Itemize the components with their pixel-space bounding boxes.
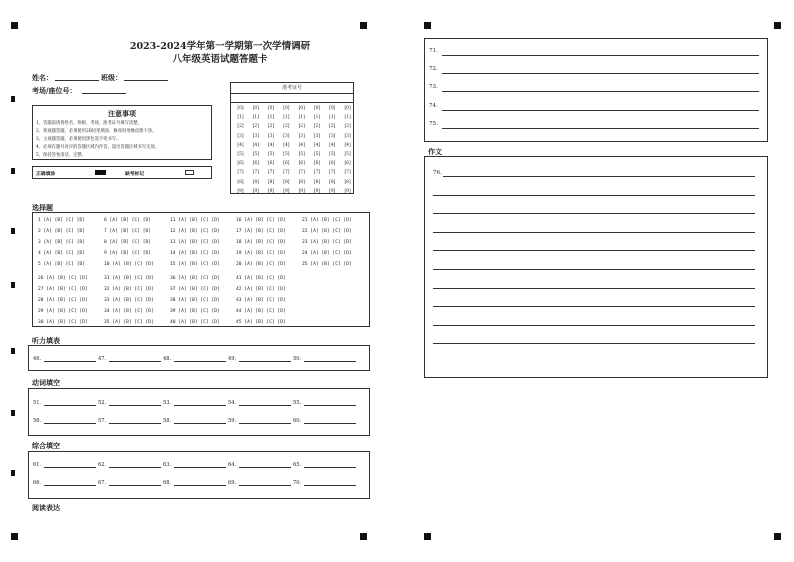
- admission-digit-bubble[interactable]: [0]: [283, 106, 290, 111]
- writing-line[interactable]: [433, 306, 755, 307]
- choice-question[interactable]: 33 [A] [B] [C] [D]: [104, 298, 154, 303]
- admission-digit-bubble[interactable]: [1]: [237, 115, 244, 121]
- choice-question[interactable]: 25 [A] [B] [C] [D]: [302, 262, 352, 267]
- writing-line[interactable]: [443, 176, 755, 177]
- admission-digit-column: [265, 104, 278, 196]
- admission-digit-bubble[interactable]: [7]: [267, 170, 275, 176]
- blank-number: 50.: [293, 356, 302, 362]
- blank-number: 58.: [163, 418, 172, 424]
- admission-digit-bubble[interactable]: [7]: [283, 170, 290, 176]
- choice-question[interactable]: 3 [A] [B] [C] [D]: [38, 240, 86, 245]
- admission-digit-bubble[interactable]: [7]: [298, 170, 305, 176]
- registration-mark: [424, 533, 431, 540]
- reading-answer-line[interactable]: [442, 73, 759, 74]
- admission-digit-bubble[interactable]: [1]: [267, 115, 275, 121]
- admission-digit-bubble[interactable]: [2]: [237, 124, 244, 130]
- admission-digit-bubble[interactable]: [5]: [298, 151, 305, 157]
- comprehensive-box: [28, 451, 370, 499]
- fill-blank[interactable]: [293, 480, 356, 486]
- admission-digit-bubble[interactable]: [5]: [283, 151, 290, 157]
- blank-line[interactable]: [109, 356, 161, 362]
- timing-mark: [11, 470, 15, 476]
- blank-line[interactable]: [174, 480, 226, 486]
- choice-question[interactable]: 27 [A] [B] [C] [D]: [38, 287, 88, 292]
- blank-number: 47.: [98, 356, 107, 362]
- choice-question[interactable]: 39 [A] [B] [C] [D]: [170, 309, 220, 314]
- choice-question[interactable]: 14 [A] [B] [C] [D]: [170, 251, 220, 256]
- writing-line[interactable]: [433, 232, 755, 233]
- section-title-writing: 作文: [428, 147, 442, 156]
- admission-digit-bubble[interactable]: [1]: [298, 115, 305, 121]
- admission-digit-bubble[interactable]: [9]: [344, 188, 351, 194]
- admission-digit-bubble[interactable]: [7]: [313, 170, 321, 176]
- choice-question[interactable]: 9 [A] [B] [C] [D]: [104, 251, 152, 256]
- reading-answer-line[interactable]: [442, 91, 759, 92]
- blank-number: 57.: [98, 418, 107, 424]
- admission-digit-bubble[interactable]: [0]: [344, 106, 351, 111]
- notes-box: [32, 105, 212, 160]
- fill-blank[interactable]: [293, 400, 356, 406]
- fill-blank[interactable]: [33, 480, 96, 486]
- admission-digit-bubble[interactable]: [8]: [329, 179, 336, 185]
- blank-number: 53.: [163, 400, 172, 406]
- writing-line[interactable]: [433, 269, 755, 270]
- choice-question[interactable]: 40 [A] [B] [C] [D]: [170, 320, 220, 325]
- admission-digit-bubble[interactable]: [9]: [283, 188, 290, 194]
- section-title-comprehensive: 综合填空: [32, 441, 60, 450]
- admission-digit-bubble[interactable]: [0]: [313, 106, 321, 111]
- admission-digit-column: [311, 104, 324, 196]
- admission-digit-column: [234, 104, 247, 196]
- choice-question[interactable]: 20 [A] [B] [C] [D]: [236, 262, 286, 267]
- registration-mark: [11, 22, 18, 29]
- fill-blank[interactable]: [163, 418, 226, 424]
- fill-blank[interactable]: [33, 418, 96, 424]
- reading-number: 73.: [429, 84, 438, 91]
- writing-number: 76.: [433, 170, 442, 176]
- admission-digit-bubble[interactable]: [2]: [329, 124, 336, 130]
- admission-digit-bubble[interactable]: [9]: [329, 188, 336, 194]
- admission-digit-bubble[interactable]: [0]: [298, 106, 305, 111]
- blank-number: 61.: [33, 462, 42, 468]
- reading-answer-line[interactable]: [442, 110, 759, 111]
- seat-label: 考场/座位号：: [32, 86, 77, 95]
- blank-line[interactable]: [239, 356, 291, 362]
- registration-mark: [774, 533, 781, 540]
- blank-line[interactable]: [44, 462, 96, 468]
- choice-question[interactable]: 1 [A] [B] [C] [D]: [38, 218, 86, 223]
- writing-line[interactable]: [433, 195, 755, 196]
- admission-digit-bubble[interactable]: [2]: [298, 124, 305, 130]
- blank-number: 46.: [33, 356, 42, 362]
- notes-title: 注意事项: [108, 109, 136, 118]
- blank-number: 55.: [293, 400, 302, 406]
- absent-mark-box[interactable]: [185, 170, 194, 175]
- fill-blank[interactable]: [98, 400, 161, 406]
- admission-digit-bubble[interactable]: [5]: [313, 151, 321, 157]
- section-title-choice: 选择题: [32, 203, 53, 212]
- timing-mark: [11, 410, 15, 416]
- admission-digit-bubble[interactable]: [1]: [313, 115, 321, 121]
- page-title: 2023-2024学年第一学期第一次学情调研: [129, 41, 311, 52]
- writing-line[interactable]: [433, 288, 755, 289]
- choice-question[interactable]: 32 [A] [B] [C] [D]: [104, 287, 154, 292]
- blank-line[interactable]: [44, 400, 96, 406]
- blank-number: 67.: [98, 480, 107, 486]
- choice-question[interactable]: 7 [A] [B] [C] [D]: [104, 229, 152, 234]
- choice-question[interactable]: 43 [A] [B] [C] [D]: [236, 298, 286, 303]
- admission-digit-bubble[interactable]: [7]: [252, 170, 259, 176]
- reading-number: 75.: [429, 120, 438, 127]
- blank-line[interactable]: [109, 418, 161, 424]
- admission-digit-bubble[interactable]: [9]: [237, 188, 244, 194]
- registration-mark: [11, 533, 18, 540]
- blank-line[interactable]: [239, 400, 291, 406]
- choice-question[interactable]: 2 [A] [B] [C] [D]: [38, 229, 86, 234]
- blank-line[interactable]: [174, 356, 226, 362]
- blank-line[interactable]: [304, 418, 356, 424]
- admission-digit-bubble[interactable]: [6]: [329, 161, 336, 167]
- blank-line[interactable]: [304, 356, 356, 362]
- admission-digit-bubble[interactable]: [1]: [283, 115, 290, 121]
- admission-digit-bubble[interactable]: [5]: [237, 151, 244, 157]
- class-label: 班级：: [101, 73, 122, 82]
- admission-digit-bubble[interactable]: [2]: [344, 124, 351, 130]
- admission-digit-bubble[interactable]: [4]: [329, 142, 336, 148]
- marks-legend: [32, 166, 212, 179]
- fill-blank[interactable]: [98, 418, 161, 424]
- blank-number: 49.: [228, 356, 237, 362]
- writing-line[interactable]: [433, 250, 755, 251]
- registration-mark: [424, 22, 431, 29]
- fill-blank[interactable]: [33, 400, 96, 406]
- admission-digit-bubble[interactable]: [4]: [237, 142, 244, 148]
- admission-digit-column: [341, 104, 354, 196]
- fill-blank[interactable]: [293, 418, 356, 424]
- admission-digit-bubble[interactable]: [8]: [298, 179, 305, 185]
- choice-question[interactable]: 22 [A] [B] [C] [D]: [302, 229, 352, 234]
- fill-blank[interactable]: [163, 400, 226, 406]
- choice-question[interactable]: 19 [A] [B] [C] [D]: [236, 251, 286, 256]
- choice-question[interactable]: 36 [A] [B] [C] [D]: [170, 276, 220, 281]
- admission-digit-bubble[interactable]: [6]: [313, 161, 321, 167]
- admission-digit-bubble[interactable]: [6]: [252, 161, 259, 167]
- blank-number: 66.: [33, 480, 42, 486]
- admission-digit-bubble[interactable]: [8]: [252, 179, 259, 185]
- admission-title: 准考证号: [231, 83, 353, 94]
- choice-question[interactable]: 35 [A] [B] [C] [D]: [104, 320, 154, 325]
- choice-question[interactable]: 16 [A] [B] [C] [D]: [236, 218, 286, 223]
- blank-number: 63.: [163, 462, 172, 468]
- blank-line[interactable]: [109, 462, 161, 468]
- admission-digit-bubble[interactable]: [6]: [298, 161, 305, 167]
- admission-digit-bubble[interactable]: [5]: [344, 151, 351, 157]
- blank-number: 59.: [228, 418, 237, 424]
- reading-box: [424, 38, 768, 142]
- admission-digit-bubble[interactable]: [6]: [283, 161, 290, 167]
- admission-digit-bubble[interactable]: [6]: [344, 161, 351, 167]
- absent-mark-label: 缺考标记: [125, 171, 145, 177]
- blank-number: 65.: [293, 462, 302, 468]
- admission-digit-bubble[interactable]: [2]: [313, 124, 321, 130]
- fill-blank[interactable]: [228, 400, 291, 406]
- choice-question[interactable]: 34 [A] [B] [C] [D]: [104, 309, 154, 314]
- blank-line[interactable]: [239, 462, 291, 468]
- fill-blank[interactable]: [228, 480, 291, 486]
- fill-blank[interactable]: [98, 480, 161, 486]
- fill-blank[interactable]: [163, 356, 226, 362]
- blank-line[interactable]: [109, 400, 161, 406]
- admission-digit-bubble[interactable]: [6]: [267, 161, 275, 167]
- note-item: 4、必须在题号对应的答题区域内作答，超出答题区域书写无效。: [36, 145, 160, 150]
- admission-digit-bubble[interactable]: [1]: [329, 115, 336, 121]
- name-field[interactable]: [55, 72, 99, 81]
- choice-question[interactable]: 26 [A] [B] [C] [D]: [38, 276, 88, 281]
- choice-question[interactable]: 6 [A] [B] [C] [D]: [104, 218, 152, 223]
- blank-number: 54.: [228, 400, 237, 406]
- admission-digit-bubble[interactable]: [3]: [344, 133, 351, 139]
- blank-number: 69.: [228, 480, 237, 486]
- reading-number: 74.: [429, 102, 438, 109]
- choice-question[interactable]: 23 [A] [B] [C] [D]: [302, 240, 352, 245]
- choice-question[interactable]: 45 [A] [B] [C] [D]: [236, 320, 286, 325]
- reading-number: 71.: [429, 48, 438, 54]
- timing-mark: [11, 348, 15, 354]
- section-title-verb: 动词填空: [32, 378, 60, 387]
- admission-digit-bubble[interactable]: [3]: [252, 133, 259, 139]
- choice-question[interactable]: 8 [A] [B] [C] [D]: [104, 240, 152, 245]
- choice-question[interactable]: 15 [A] [B] [C] [D]: [170, 262, 220, 267]
- admission-digit-bubble[interactable]: [9]: [298, 188, 305, 194]
- admission-digit-bubble[interactable]: [3]: [298, 133, 305, 139]
- blank-line[interactable]: [174, 462, 226, 468]
- choice-question[interactable]: 44 [A] [B] [C] [D]: [236, 309, 286, 314]
- choice-question[interactable]: 18 [A] [B] [C] [D]: [236, 240, 286, 245]
- blank-line[interactable]: [44, 356, 96, 362]
- fill-blank[interactable]: [228, 418, 291, 424]
- admission-digit-bubble[interactable]: [0]: [252, 106, 259, 111]
- blank-line[interactable]: [239, 480, 291, 486]
- admission-digit-bubble[interactable]: [9]: [267, 188, 275, 194]
- timing-mark: [11, 282, 15, 288]
- fill-blank[interactable]: [228, 356, 291, 362]
- blank-line[interactable]: [44, 480, 96, 486]
- listening-box: [28, 345, 370, 371]
- choice-question[interactable]: 21 [A] [B] [C] [D]: [302, 218, 352, 223]
- blank-line[interactable]: [174, 418, 226, 424]
- choice-question[interactable]: 17 [A] [B] [C] [D]: [236, 229, 286, 234]
- admission-digit-bubble[interactable]: [5]: [252, 151, 259, 157]
- verb-box: [28, 388, 370, 436]
- admission-digit-bubble[interactable]: [7]: [344, 170, 351, 176]
- choice-question[interactable]: 31 [A] [B] [C] [D]: [104, 276, 154, 281]
- admission-digit-bubble[interactable]: [8]: [283, 179, 290, 185]
- admission-digit-column: [280, 104, 293, 196]
- choice-question[interactable]: 24 [A] [B] [C] [D]: [302, 251, 352, 256]
- admission-write-row[interactable]: [231, 94, 353, 103]
- admission-digit-bubble[interactable]: [2]: [283, 124, 290, 130]
- blank-number: 68.: [163, 480, 172, 486]
- admission-digit-bubble[interactable]: [7]: [237, 170, 244, 176]
- admission-digit-bubble[interactable]: [9]: [252, 188, 259, 194]
- writing-line[interactable]: [433, 325, 755, 326]
- admission-digit-bubble[interactable]: [3]: [267, 133, 275, 139]
- fill-blank[interactable]: [163, 480, 226, 486]
- writing-line[interactable]: [433, 213, 755, 214]
- choice-question[interactable]: 29 [A] [B] [C] [D]: [38, 309, 88, 314]
- blank-number: 56.: [33, 418, 42, 424]
- admission-digit-bubble[interactable]: [8]: [267, 179, 275, 185]
- choice-question[interactable]: 28 [A] [B] [C] [D]: [38, 298, 88, 303]
- admission-digit-bubble[interactable]: [3]: [313, 133, 321, 139]
- correct-mark-sample: [95, 170, 106, 175]
- admission-digit-bubble[interactable]: [0]: [267, 106, 275, 111]
- writing-box: [424, 156, 768, 378]
- choice-question[interactable]: 42 [A] [B] [C] [D]: [236, 287, 286, 292]
- admission-digit-bubble[interactable]: [4]: [283, 142, 290, 148]
- admission-digit-bubble[interactable]: [7]: [329, 170, 336, 176]
- name-label: 姓名：: [32, 73, 53, 82]
- admission-digit-bubble[interactable]: [5]: [267, 151, 275, 157]
- blank-line[interactable]: [304, 480, 356, 486]
- blank-line[interactable]: [239, 418, 291, 424]
- admission-digit-bubble[interactable]: [1]: [252, 115, 259, 121]
- page-subtitle: 八年级英语试题答题卡: [172, 54, 268, 65]
- admission-digit-bubble[interactable]: [0]: [237, 106, 244, 111]
- timing-mark: [11, 228, 15, 234]
- admission-digit-bubble[interactable]: [8]: [237, 179, 244, 185]
- note-item: 5、保持答卷清洁、完整。: [36, 153, 86, 158]
- admission-digit-bubble[interactable]: [2]: [267, 124, 275, 130]
- blank-line[interactable]: [174, 400, 226, 406]
- fill-blank[interactable]: [98, 356, 161, 362]
- admission-digit-bubble[interactable]: [4]: [313, 142, 321, 148]
- blank-line[interactable]: [304, 462, 356, 468]
- blank-number: 52.: [98, 400, 107, 406]
- fill-blank[interactable]: [293, 356, 356, 362]
- choice-question[interactable]: 41 [A] [B] [C] [D]: [236, 276, 286, 281]
- choice-question[interactable]: 30 [A] [B] [C] [D]: [38, 320, 88, 325]
- choice-question[interactable]: 12 [A] [B] [C] [D]: [170, 229, 220, 234]
- blank-line[interactable]: [304, 400, 356, 406]
- blank-line[interactable]: [109, 480, 161, 486]
- admission-number-grid: [230, 82, 354, 194]
- admission-digit-column: [249, 104, 262, 196]
- fill-blank[interactable]: [163, 462, 226, 468]
- section-title-reading: 阅读表达: [32, 503, 60, 512]
- writing-line[interactable]: [433, 343, 755, 344]
- blank-number: 64.: [228, 462, 237, 468]
- admission-digit-bubble[interactable]: [0]: [329, 106, 336, 111]
- seat-field[interactable]: [82, 85, 126, 94]
- fill-blank[interactable]: [98, 462, 161, 468]
- fill-blank[interactable]: [33, 356, 96, 362]
- choice-question[interactable]: 5 [A] [B] [C] [D]: [38, 262, 86, 267]
- choice-question[interactable]: 38 [A] [B] [C] [D]: [170, 298, 220, 303]
- admission-digit-bubble[interactable]: [9]: [313, 188, 321, 194]
- blank-number: 62.: [98, 462, 107, 468]
- choice-question[interactable]: 37 [A] [B] [C] [D]: [170, 287, 220, 292]
- blank-line[interactable]: [44, 418, 96, 424]
- reading-number: 72.: [429, 66, 438, 73]
- section-title-listening: 听力填表: [32, 336, 60, 345]
- registration-mark: [774, 22, 781, 29]
- blank-number: 70.: [293, 480, 302, 486]
- admission-digit-bubble[interactable]: [4]: [344, 142, 351, 148]
- choice-question[interactable]: 10 [A] [B] [C] [D]: [104, 262, 154, 267]
- admission-digit-bubble[interactable]: [4]: [252, 142, 259, 148]
- timing-mark: [11, 168, 15, 174]
- reading-answer-line[interactable]: [442, 55, 759, 56]
- correct-mark-label: 正确填涂: [36, 171, 56, 177]
- class-field[interactable]: [124, 72, 168, 81]
- admission-digit-bubble[interactable]: [3]: [283, 133, 290, 139]
- admission-digit-bubble[interactable]: [5]: [329, 151, 336, 157]
- fill-blank[interactable]: [33, 462, 96, 468]
- admission-digit-bubble[interactable]: [8]: [313, 179, 321, 185]
- admission-digit-bubble[interactable]: [3]: [237, 133, 244, 139]
- fill-blank[interactable]: [228, 462, 291, 468]
- admission-digit-bubble[interactable]: [6]: [237, 161, 244, 167]
- fill-blank[interactable]: [293, 462, 356, 468]
- admission-digit-column: [295, 104, 308, 196]
- note-item: 1、答题前请将姓名、班级、考场、准考证号填写清楚。: [36, 121, 142, 126]
- blank-number: 48.: [163, 356, 172, 362]
- blank-number: 51.: [33, 400, 42, 406]
- admission-digit-column: [326, 104, 339, 196]
- choice-box: [32, 212, 370, 327]
- blank-number: 60.: [293, 418, 302, 424]
- reading-answer-line[interactable]: [442, 128, 759, 129]
- note-item: 3、主观题答题，必须使用黑色签字笔书写。: [36, 137, 121, 142]
- admission-digit-bubble[interactable]: [4]: [298, 142, 305, 148]
- timing-mark: [11, 96, 15, 102]
- note-item: 2、客观题答题，必须使用2B铅笔填涂，修改时用橡皮擦干净。: [36, 129, 157, 134]
- registration-mark: [360, 533, 367, 540]
- choice-question[interactable]: 4 [A] [B] [C] [D]: [38, 251, 86, 256]
- choice-question[interactable]: 13 [A] [B] [C] [D]: [170, 240, 220, 245]
- admission-digit-bubble[interactable]: [2]: [252, 124, 259, 130]
- admission-digit-bubble[interactable]: [1]: [344, 115, 351, 121]
- registration-mark: [360, 22, 367, 29]
- choice-question[interactable]: 11 [A] [B] [C] [D]: [170, 218, 220, 223]
- admission-digit-bubble[interactable]: [3]: [329, 133, 336, 139]
- admission-digit-bubble[interactable]: [4]: [267, 142, 275, 148]
- admission-digit-bubble[interactable]: [8]: [344, 179, 351, 185]
